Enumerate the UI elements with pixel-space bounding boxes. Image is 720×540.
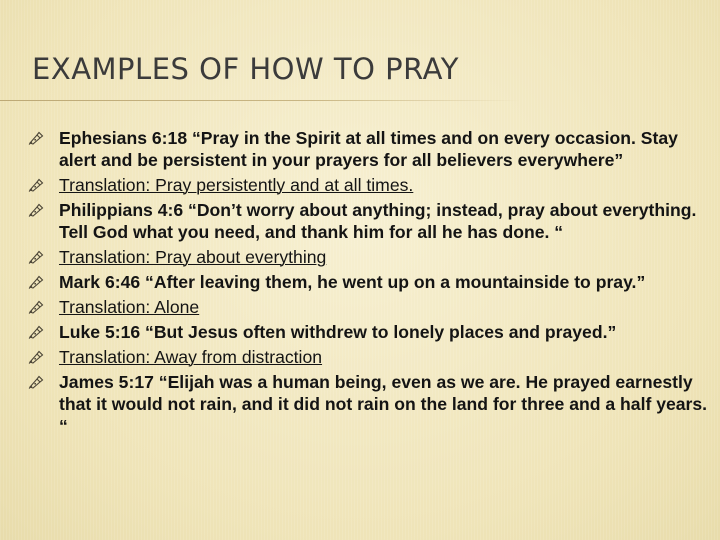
list-item-text: Translation: Alone	[59, 297, 200, 317]
list-item	[28, 246, 708, 268]
list-item	[28, 321, 708, 343]
list-item-text: Translation: Away from distraction	[59, 347, 323, 367]
pen-nib-icon	[28, 275, 44, 289]
pen-nib-icon	[28, 325, 44, 339]
list-item	[28, 296, 708, 318]
pen-nib-icon	[28, 375, 44, 389]
pen-nib-icon	[28, 350, 44, 364]
list-item-text: Translation: Pray about everything	[59, 247, 327, 267]
list-item	[28, 346, 708, 368]
list-item-text: Translation: Pray persistently and at all times.	[59, 175, 414, 195]
pen-nib-icon	[28, 178, 44, 192]
slide-title: EXAMPLES OF HOW TO PRAY	[32, 52, 459, 86]
list-item	[28, 371, 708, 437]
title-divider	[0, 100, 520, 101]
list-item	[28, 199, 708, 243]
list-item	[28, 271, 708, 293]
list-item-text: Philippians 4:6 “Don’t worry about anything; instead, pray about everything. Tell God what you need, and thank him for all he has done. “	[59, 200, 697, 242]
list-item	[28, 127, 708, 171]
list-item-text: Luke 5:16 “But Jesus often withdrew to lonely places and prayed.”	[59, 322, 617, 342]
pen-nib-icon	[28, 131, 44, 145]
list-item-text: Ephesians 6:18 “Pray in the Spirit at all times and on every occasion. Stay alert and be persistent in your prayers for all believers everywhere”	[59, 128, 678, 170]
list-item-text: James 5:17 “Elijah was a human being, even as we are. He prayed earnestly that it would not rain, and it did not rain on the land for three and a half years. “	[59, 372, 708, 436]
bullet-list	[28, 127, 708, 440]
pen-nib-icon	[28, 203, 44, 217]
pen-nib-icon	[28, 250, 44, 264]
list-item-text: Mark 6:46 “After leaving them, he went up on a mountainside to pray.”	[59, 272, 646, 292]
pen-nib-icon	[28, 300, 44, 314]
list-item	[28, 174, 708, 196]
